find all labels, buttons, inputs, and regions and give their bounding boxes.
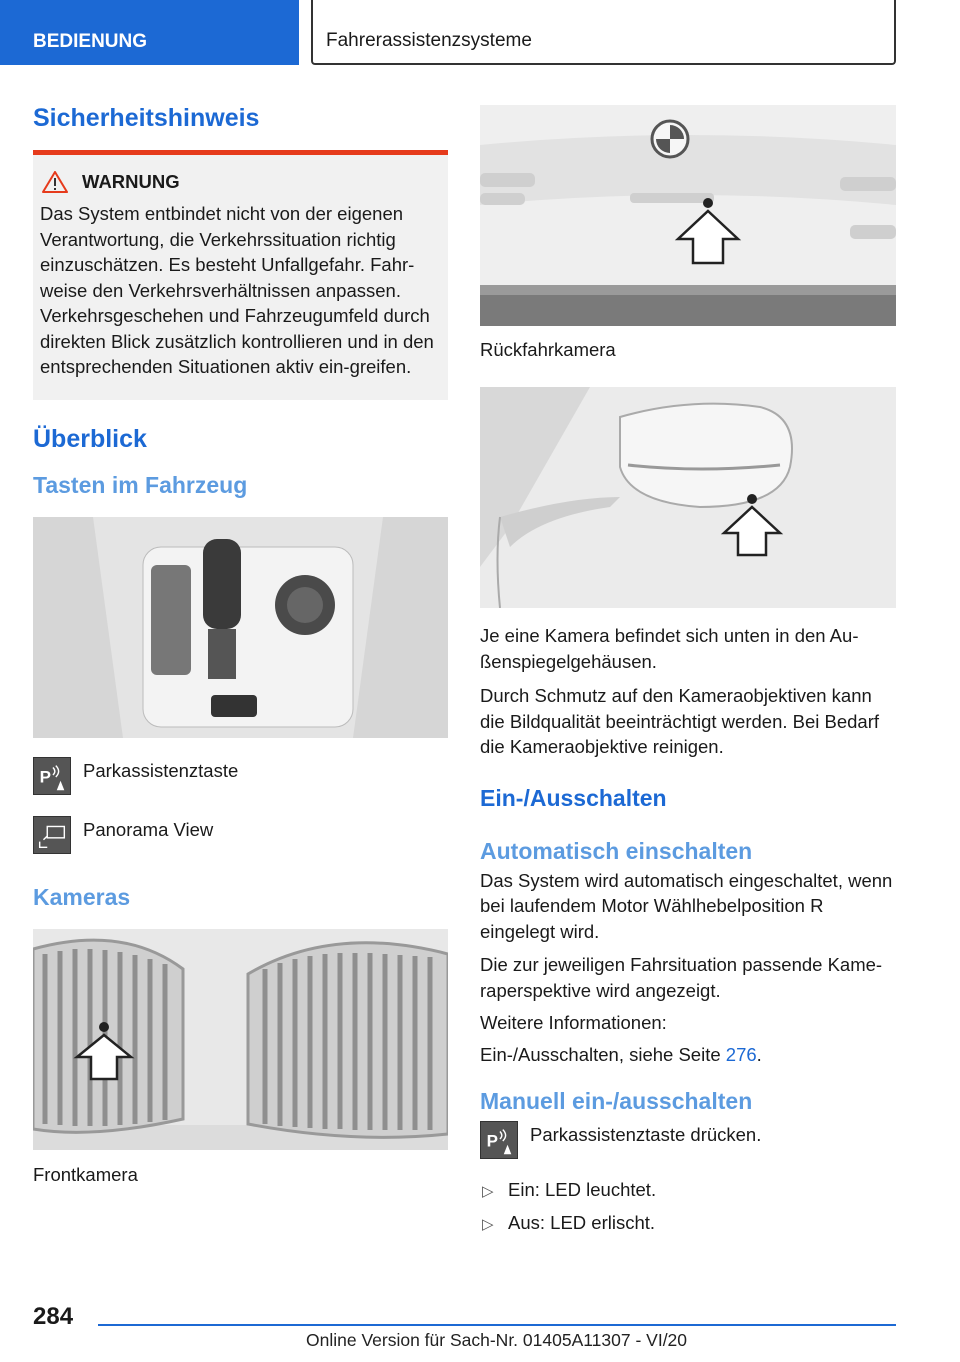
park-assist-button-row (33, 757, 448, 816)
chapter-title: Fahrerassistenzsysteme (311, 0, 896, 65)
warning-box (33, 150, 448, 400)
triangle-bullet-icon: ▷ (482, 1216, 494, 1233)
bullet-text: Aus: LED erlischt. (508, 1212, 656, 1233)
park-assist-icon (480, 1121, 518, 1159)
footer-divider (98, 1324, 896, 1326)
cross-reference (480, 1042, 896, 1068)
auto-on-text: Das System wird automatisch eingeschaltet, wenn bei laufendem Motor Wählhebelposition R eingelegt wird. (480, 869, 893, 942)
auto-on-heading: Automatisch einschalten (480, 837, 753, 864)
panorama-view-label: Panorama View (83, 818, 214, 840)
front-camera-caption: Frontkamera (33, 1163, 138, 1185)
panorama-view-icon (33, 816, 71, 854)
manual-park-assist-row (480, 1121, 896, 1179)
onoff-heading: Ein-/Ausschalten (480, 784, 667, 811)
footer-version: Online Version für Sach-Nr. 01405A11307 - VI/20 (306, 1330, 688, 1350)
dirt-warning-text: Durch Schmutz auf den Kameraobjektiven kann die Bildqualität beeinträchtigt werden. Bei Bedarf die Kameraobjektive reinigen. (480, 685, 880, 757)
cameras-heading: Kameras (33, 883, 131, 910)
mirror-camera-text: Je eine Kamera befindet sich unten in den Au-ßenspiegelgehäusen. (480, 625, 859, 672)
svg-text:P: P (39, 767, 52, 787)
warning-triangle-icon (42, 171, 68, 193)
park-assist-icon (33, 757, 71, 795)
more-info-label: Weitere Informationen: (480, 1012, 667, 1033)
section-tab: BEDIENUNG (0, 0, 299, 65)
bullet-text: Ein: LED leuchtet. (508, 1179, 657, 1200)
rear-camera-caption: Rückfahrkamera (480, 339, 616, 360)
front-camera-image (33, 929, 448, 1150)
park-assist-label: Parkassistenztaste (83, 759, 239, 781)
right-column (480, 105, 896, 1245)
safety-heading: Sicherheitshinweis (33, 104, 260, 132)
cross-reference-end: . (756, 1043, 762, 1065)
page-number: 284 (33, 1303, 74, 1330)
page-link-276[interactable]: 276 (725, 1043, 757, 1065)
overview-heading: Überblick (33, 424, 147, 453)
auto-perspective-text: Die zur jeweiligen Fahrsituation passende Kame-raperspektive wird angezeigt. (480, 954, 883, 1001)
triangle-bullet-icon: ▷ (482, 1183, 494, 1200)
rear-camera-image (480, 105, 896, 326)
cross-reference-text: Ein-/Ausschalten, siehe Seite (480, 1043, 726, 1065)
bullet-item (480, 1179, 896, 1212)
manual-instruction: Parkassistenztaste drücken. (530, 1124, 762, 1145)
mirror-camera-image (480, 387, 896, 608)
buttons-heading: Tasten im Fahrzeug (33, 471, 248, 498)
warning-label: WARNUNG (82, 171, 180, 192)
bullet-item (480, 1212, 896, 1245)
panorama-view-button-row (33, 816, 448, 864)
manual-onoff-heading: Manuell ein-/ausschalten (480, 1088, 753, 1114)
left-column (33, 100, 448, 1186)
center-console-image (33, 517, 448, 738)
svg-text:P: P (486, 1131, 499, 1151)
warning-text: Das System entbindet nicht von der eigenen Verantwortung, die Verkehrssituation richtig einzuschätzen. Es besteht Unfallgefahr. Fahr-weise den Verkehrsverhältnissen anpassen. Verkehrsgeschehen und Fahrzeugumfeld durch direkten Blick zusätzlich kontrollieren und in den entsprechenden Situationen aktiv ein-greifen. (40, 203, 434, 377)
